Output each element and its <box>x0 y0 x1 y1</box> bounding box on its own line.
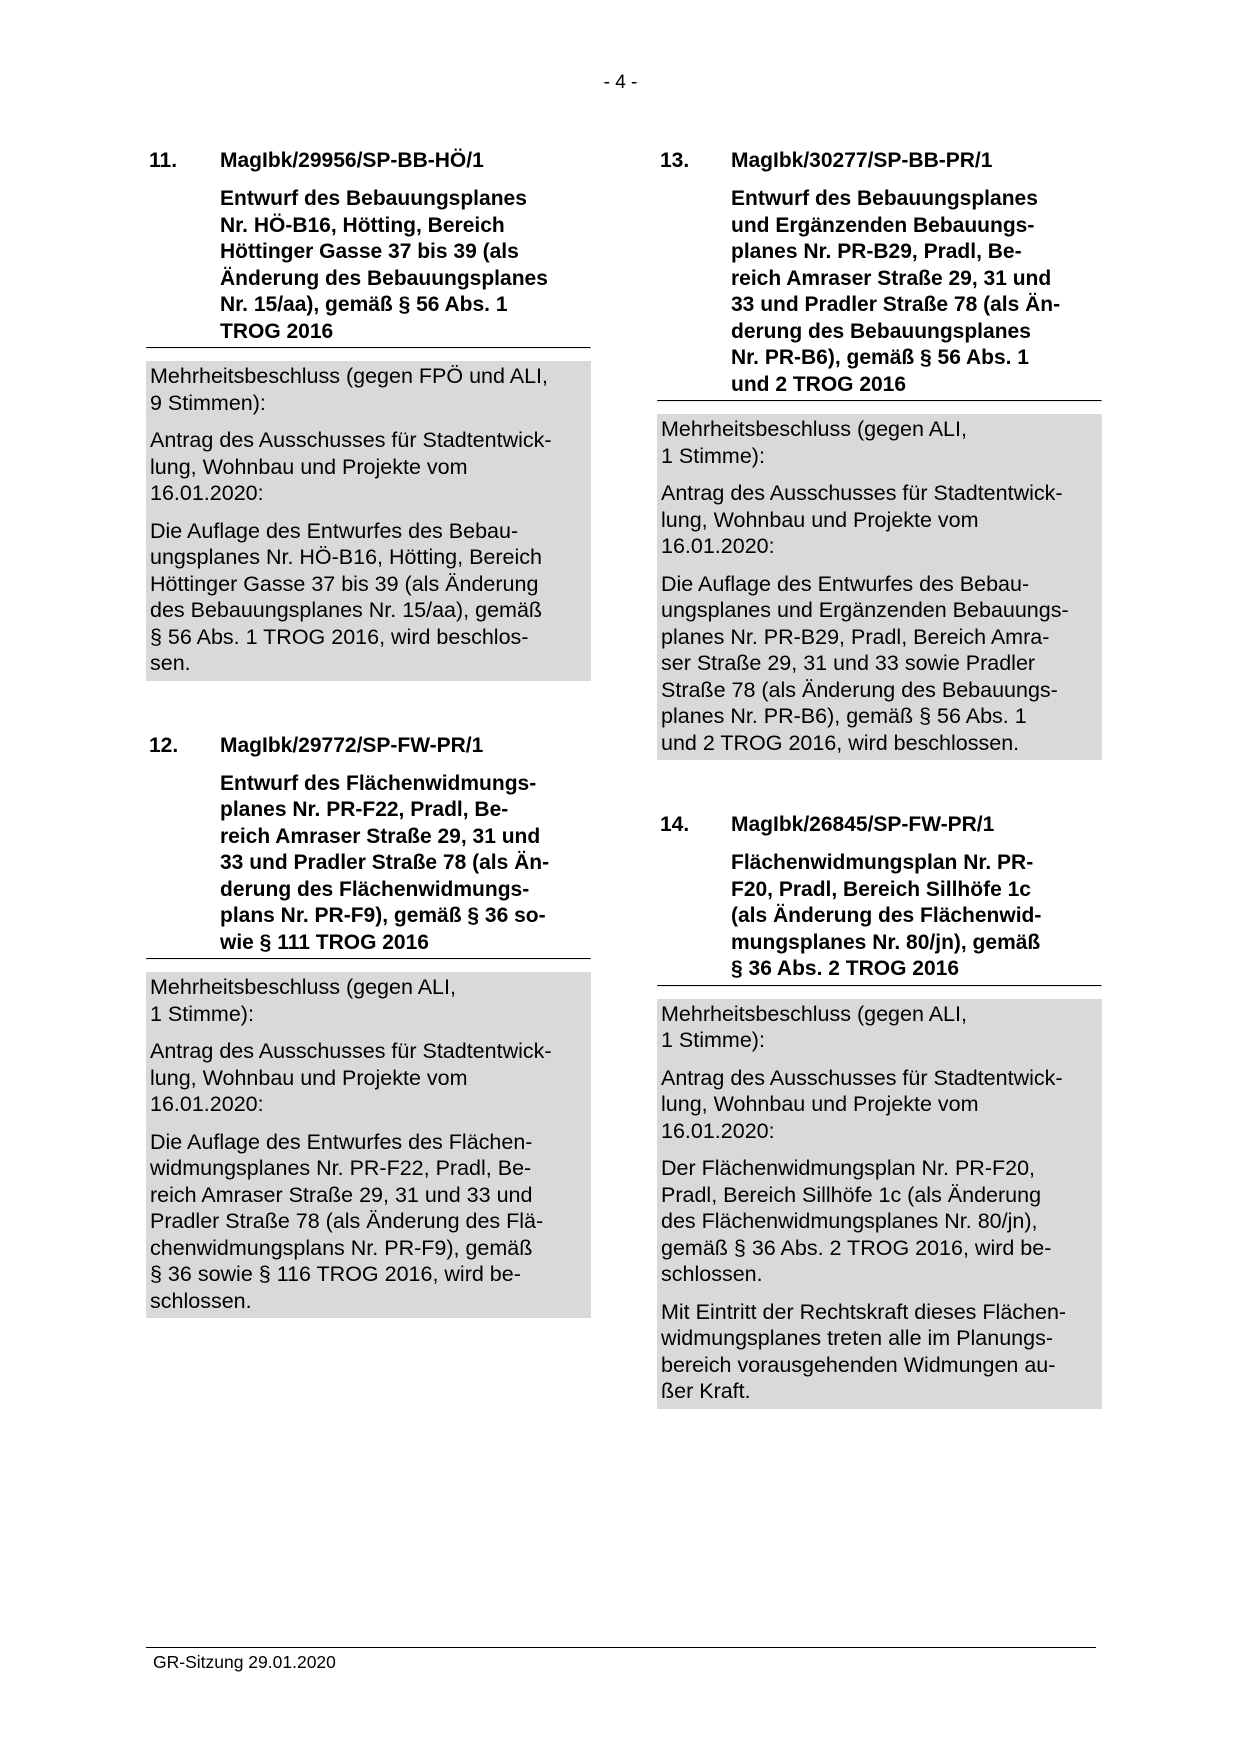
item-divider <box>657 985 1102 987</box>
decision-text: Mehrheitsbeschluss (gegen ALI, 1 Stimme): <box>661 1001 967 1052</box>
agenda-item-12 <box>146 733 591 1319</box>
resolution-box <box>146 361 591 681</box>
footer-session-date: GR-Sitzung 29.01.2020 <box>153 1652 336 1672</box>
item-divider <box>657 400 1102 402</box>
item-reference: MagIbk/29772/SP-FW-PR/1 <box>220 733 484 757</box>
motion-text: Antrag des Ausschusses für Stadtentwick- lung, Wohnbau und Projekte vom 16.01.2020: <box>661 1065 1063 1143</box>
item-number: 11. <box>149 149 178 172</box>
decision-text: Mehrheitsbeschluss (gegen ALI, 1 Stimme): <box>661 417 967 468</box>
resolution-box <box>657 999 1102 1409</box>
item-reference: MagIbk/26845/SP-FW-PR/1 <box>731 813 995 836</box>
item-reference: MagIbk/30277/SP-BB-PR/1 <box>731 149 993 172</box>
page-number: - 4 - <box>603 72 638 93</box>
legal-effect-text: Mit Eintritt der Rechtskraft dieses Flächen- widmungsplanes treten alle im Planungs- bereich vorausgehenden Widmungen au- ßer Kraft. <box>661 1299 1067 1403</box>
item-number: 13. <box>660 149 690 172</box>
item-reference: MagIbk/29956/SP-BB-HÖ/1 <box>220 149 484 172</box>
item-title: Flächenwidmungsplan Nr. PR- F20, Pradl, Bereich Sillhöfe 1c (als Änderung des Flächenwid- mungsplanes Nr. 80/jn), gemäß § 36 Abs. 2 TROG 2016 <box>731 851 1042 980</box>
agenda-item-14 <box>657 812 1102 1409</box>
item-title: Entwurf des Bebauungsplanes Nr. HÖ-B16, Hötting, Bereich Höttinger Gasse 37 bis 39 (als Änderung des Bebauungsplanes Nr. 15/aa), gemäß § 56 Abs. 1 TROG 2016 <box>220 187 548 343</box>
decision-text: Mehrheitsbeschluss (gegen ALI, 1 Stimme): <box>150 975 456 1026</box>
item-title: Entwurf des Flächenwidmungs- planes Nr. PR-F22, Pradl, Be- reich Amraser Straße 29, 31 und 33 und Pradler Straße 78 (als Än- derung des Flächenwidmungs- plans Nr. PR-F9), gemäß § 36 so- wie § 111 TROG 2016 <box>220 771 550 954</box>
decision-text: Mehrheitsbeschluss (gegen FPÖ und ALI, 9 Stimmen): <box>150 364 548 415</box>
agenda-item-11 <box>146 148 591 681</box>
resolution-text: Die Auflage des Entwurfes des Flächen- widmungsplanes Nr. PR-F22, Pradl, Be- reich Amraser Straße 29, 31 und 33 und Pradler Straße 78 (als Änderung des Flä- chenwidmungsplans Nr. PR-F9), gemäß § 36 sowie § 116 TROG 2016, wird be- schlossen. <box>150 1129 544 1313</box>
item-divider <box>146 958 591 960</box>
right-column <box>657 148 1102 1461</box>
motion-text: Antrag des Ausschusses für Stadtentwick- lung, Wohnbau und Projekte vom 16.01.2020: <box>661 481 1063 558</box>
resolution-text: Der Flächenwidmungsplan Nr. PR-F20, Pradl, Bereich Sillhöfe 1c (als Änderung des Flächenwidmungsplanes Nr. 80/jn), gemäß § 36 Abs. 2 TROG 2016, wird be- schlossen. <box>661 1156 1052 1286</box>
resolution-text: Die Auflage des Entwurfes des Bebau- ungsplanes und Ergänzenden Bebauungs- planes Nr. PR-B29, Pradl, Bereich Amra- ser Straße 29, 31 und 33 sowie Pradler Straße 78 (als Änderung des Bebauungs- planes Nr. PR-B6), gemäß § 56 Abs. 1 und 2 TROG 2016, wird beschlossen. <box>661 571 1069 755</box>
resolution-box <box>657 414 1102 760</box>
footer-divider <box>146 1647 1096 1648</box>
resolution-box <box>146 972 591 1318</box>
motion-text: Antrag des Ausschusses für Stadtentwick- lung, Wohnbau und Projekte vom 16.01.2020: <box>150 1039 552 1116</box>
item-divider <box>146 347 591 349</box>
motion-text: Antrag des Ausschusses für Stadtentwick- lung, Wohnbau und Projekte vom 16.01.2020: <box>150 428 552 505</box>
left-column <box>146 148 591 1370</box>
item-number: 12. <box>149 733 179 757</box>
item-title: Entwurf des Bebauungsplanes und Ergänzenden Bebauungs- planes Nr. PR-B29, Pradl, Be- reich Amraser Straße 29, 31 und 33 und Pradler Straße 78 (als Än- derung des Bebauungsplanes Nr. PR-B6), gemäß § 56 Abs. 1 und 2 TROG 2016 <box>731 187 1061 396</box>
resolution-text: Die Auflage des Entwurfes des Bebau- ungsplanes Nr. HÖ-B16, Hötting, Bereich Höttinger Gasse 37 bis 39 (als Änderung des Bebauungsplanes Nr. 15/aa), gemäß § 56 Abs. 1 TROG 2016, wird beschlos- sen. <box>150 518 543 675</box>
agenda-item-13 <box>657 148 1102 760</box>
item-number: 14. <box>660 813 690 836</box>
